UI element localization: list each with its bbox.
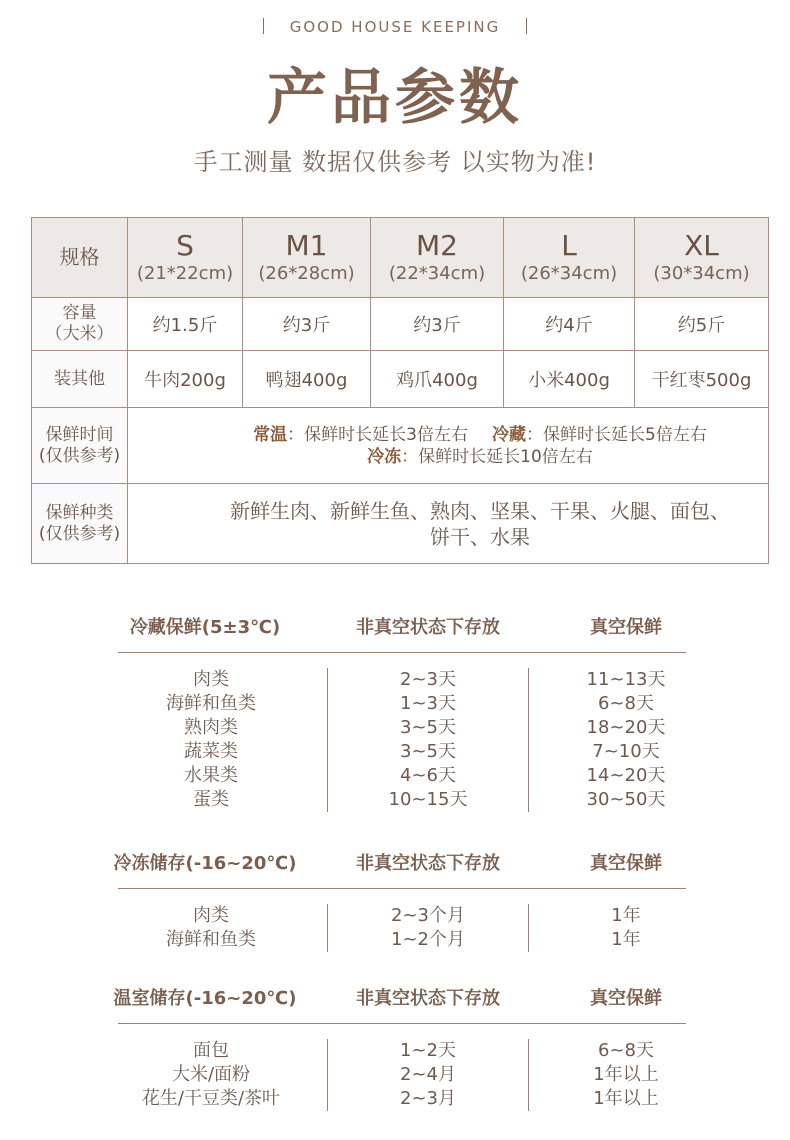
storage-column-divider [528,668,529,812]
storage-cell: 蔬菜类 [184,741,238,762]
storage-column-divider [327,1039,328,1111]
size-m2 [371,218,504,298]
storage-cell: 1年以上 [593,1064,659,1085]
storage-cell: 6~8天 [598,693,654,714]
size-m1 [243,218,371,298]
storage-column-header: 非真空状态下存放 [356,853,500,874]
storage-cell: 1~2个月 [391,929,465,950]
capacity-cell: 约4斤 [504,298,635,351]
storage-column-header: 非真空状态下存放 [356,988,500,1009]
pack-cell: 鸡爪400g [371,351,504,408]
storage-cell: 2~4月 [400,1064,456,1085]
storage-column-divider [528,1039,529,1111]
page-subtitle: 手工测量 数据仅供参考 以实物为准! [193,148,597,176]
storage-cell: 6~8天 [598,1040,654,1061]
pack-cell: 牛肉200g [128,351,243,408]
storage-cell: 18~20天 [586,717,666,738]
fresh-frozen-key: 冷冻 [367,446,402,467]
storage-cell: 熟肉类 [184,717,238,738]
size-label: L [561,228,577,262]
fresh-time-label-line2: (仅供参考) [38,445,121,466]
fresh-kind-row [32,484,769,564]
storage-cell: 蛋类 [193,789,229,810]
capacity-cell: 约3斤 [371,298,504,351]
storage-cell: 花生/干豆类/茶叶 [141,1088,281,1109]
page-title: 产品参数 [267,63,523,133]
storage-column-header: 真空保鲜 [590,988,662,1009]
size-dim: (30*34cm) [653,262,750,284]
fresh-cold-key: 冷藏 [492,424,526,445]
capacity-row [32,298,769,351]
storage-column-header: 真空保鲜 [590,617,662,638]
storage-cell: 10~15天 [388,789,468,810]
storage-vacuum-column [516,668,736,812]
storage-cell: 14~20天 [586,765,666,786]
size-l [504,218,635,298]
capacity-cell: 约1.5斤 [128,298,243,351]
fresh-kind-label [32,484,128,564]
storage-cell: 1~2天 [400,1040,456,1061]
fresh-kind-content [128,484,769,564]
pack-cell: 鸭翅400g [243,351,371,408]
fresh-frozen-val: ：保鲜时长延长10倍左右 [401,446,593,467]
fresh-time-row [32,408,769,484]
storage-cell: 1~3天 [400,693,456,714]
storage-cell: 肉类 [193,905,229,926]
storage-cell: 面包 [193,1040,229,1061]
storage-nonvacuum-column [318,668,538,812]
size-label: M1 [285,228,328,262]
fresh-line-2 [192,446,768,468]
fresh-normal-val: ：保鲜时长延长3倍左右 [287,424,468,445]
storage-nonvacuum-column [318,1039,538,1111]
storage-cell: 2~3天 [400,669,456,690]
storage-nonvacuum-column [318,904,538,952]
fresh-kind-line-1: 新鲜生肉、新鲜生鱼、熟肉、坚果、干果、火腿、面包、 [230,498,730,523]
storage-cell: 4~6天 [400,765,456,786]
storage-section-header [0,849,790,875]
storage-cell: 大米/面粉 [171,1064,251,1085]
storage-cell: 1年以上 [593,1088,659,1109]
fresh-kind-label-line1: 保鲜种类 [45,502,114,523]
capacity-label-line1: 容量 [62,303,97,323]
storage-cell: 肉类 [193,669,229,690]
pack-cell: 小米400g [504,351,635,408]
storage-section-divider [118,888,686,889]
capacity-label-line2: （大米） [45,324,114,344]
size-s [128,218,243,298]
storage-table-body [0,1039,790,1111]
size-label: XL [684,228,719,262]
brand-divider-left [263,18,264,34]
size-label: M2 [416,228,458,262]
spec-table [31,217,769,564]
storage-table-body [0,904,790,952]
storage-column-header: 真空保鲜 [590,853,662,874]
storage-cell: 2~3个月 [391,905,465,926]
storage-column-divider [528,904,529,952]
storage-food-column [101,668,321,812]
storage-column-divider [327,668,328,812]
pack-cell: 干红枣500g [635,351,769,408]
storage-cell: 水果类 [184,765,238,786]
fresh-normal-key: 常温 [253,424,288,445]
storage-cell: 7~10天 [592,741,660,762]
storage-cell: 3~5天 [400,741,456,762]
fresh-time-label-line1: 保鲜时间 [45,424,114,445]
pack-label: 装其他 [32,351,128,408]
storage-food-column [101,904,321,952]
fresh-time-label [32,408,128,484]
storage-section-title: 温室储存(-16~20℃) [113,988,297,1009]
storage-section-title: 冷藏保鲜(5±3℃) [129,617,281,638]
storage-cell: 3~5天 [400,717,456,738]
pack-row [32,351,769,408]
storage-section-divider [118,1023,686,1024]
storage-vacuum-column [516,1039,736,1111]
brand-name: GOOD HOUSE KEEPING [289,18,501,36]
storage-column-header: 非真空状态下存放 [356,617,500,638]
size-dim: (26*34cm) [520,262,618,284]
storage-food-column [101,1039,321,1111]
storage-cell: 海鲜和鱼类 [166,693,256,714]
capacity-cell: 约5斤 [635,298,769,351]
size-dim: (22*34cm) [388,262,486,284]
storage-column-divider [327,904,328,952]
storage-cell: 1年 [611,905,641,926]
storage-section-divider [118,652,686,653]
storage-cell: 1年 [611,929,641,950]
fresh-line-1 [192,424,768,446]
storage-vacuum-column [516,904,736,952]
storage-cell: 海鲜和鱼类 [166,929,256,950]
size-dim: (26*28cm) [258,262,355,284]
fresh-cold-val: ：保鲜时长延长5倍左右 [526,424,707,445]
fresh-kind-label-line2: (仅供参考) [38,523,121,544]
fresh-kind-line-2: 饼干、水果 [430,524,530,549]
storage-section-header [0,984,790,1010]
storage-cell: 11~13天 [586,669,666,690]
capacity-label [32,298,128,351]
size-label: S [176,228,194,262]
storage-section-header [0,613,790,639]
spec-label: 规格 [32,218,128,298]
brand-header [0,18,790,36]
spec-header-row [32,218,769,298]
storage-table-body [0,668,790,812]
storage-cell: 30~50天 [586,789,666,810]
storage-cell: 2~3月 [400,1088,456,1109]
capacity-cell: 约3斤 [243,298,371,351]
brand-divider-right [526,18,527,34]
size-dim: (21*22cm) [136,262,234,284]
fresh-time-content [128,408,769,484]
storage-section-title: 冷冻储存(-16~20℃) [113,853,297,874]
size-xl [635,218,769,298]
